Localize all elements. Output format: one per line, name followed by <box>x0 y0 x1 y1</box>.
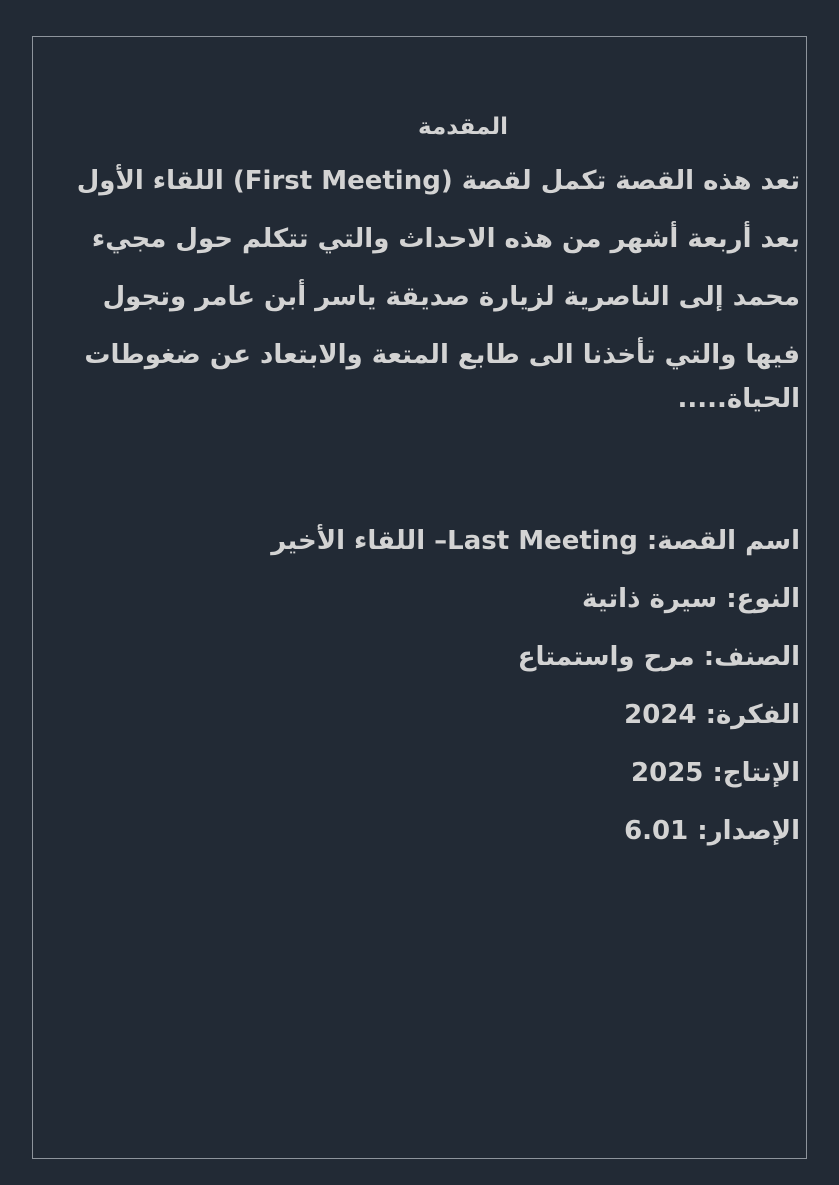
document-content <box>62 102 800 860</box>
intro-line: محمد إلى الناصرية لزيارة صديقة ياسر أبن عامر وتجول <box>102 282 800 312</box>
detail-genre <box>62 570 800 628</box>
intro-line: بعد أربعة أشهر من هذه الاحداث والتي تتكلم حول مجيء <box>91 224 800 254</box>
detail-value: 6.01 <box>624 816 689 846</box>
detail-production-year <box>62 744 800 802</box>
detail-idea-year <box>62 686 800 744</box>
detail-label: الإصدار: <box>697 816 800 846</box>
section-heading: المقدمة <box>418 114 508 140</box>
detail-value: مرح واستمتاع <box>517 642 695 672</box>
detail-value: 2024 <box>624 700 697 730</box>
intro-paragraph <box>62 152 800 420</box>
detail-label: الصنف: <box>703 642 800 672</box>
story-details-list <box>62 512 800 860</box>
detail-label: الفكرة: <box>705 700 800 730</box>
detail-story-name <box>62 512 800 570</box>
detail-category <box>62 628 800 686</box>
detail-value: 2025 <box>631 758 704 788</box>
detail-label: النوع: <box>726 584 800 614</box>
detail-value: Last Meeting– اللقاء الأخير <box>271 526 638 556</box>
intro-line: فيها والتي تأخذنا الى طابع المتعة والابتعاد عن ضغوطات <box>84 340 800 370</box>
detail-label: اسم القصة: <box>646 526 800 556</box>
detail-value: سيرة ذاتية <box>582 584 718 614</box>
detail-version <box>62 802 800 860</box>
detail-label: الإنتاج: <box>712 758 800 788</box>
intro-line: الحياة..... <box>677 384 800 414</box>
intro-line: تعد هذه القصة تكمل لقصة (First Meeting) اللقاء الأول <box>76 166 800 196</box>
